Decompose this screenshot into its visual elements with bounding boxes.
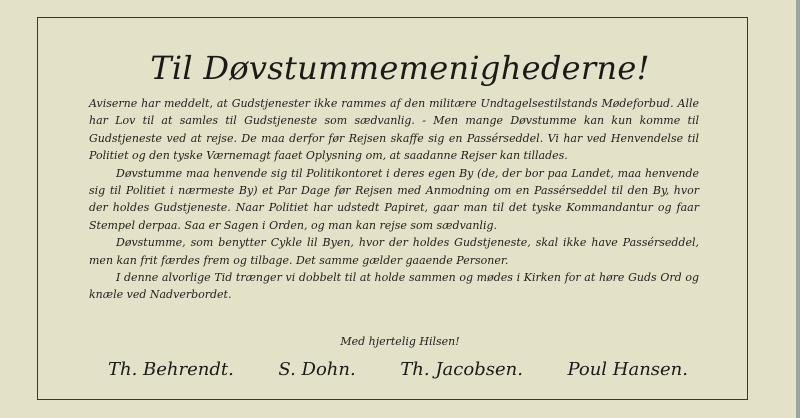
paragraph-4: I denne alvorlige Tid trænger vi dobbelt til at holde sammen og mødes i Kirken for at høre Guds Ord og knæle ved Nadverbordet. bbox=[89, 271, 699, 302]
paragraph-2: Døvstumme maa henvende sig til Politikontoret i deres egen By (de, der bor paa Landet, maa henvende sig til Politiet i nærmeste By) et Par Dage før Rejsen med Anmodning om en Passérseddel til den By, hvor der holdes Gudstjeneste. Naar Politiet har udstedt Papiret, gaar man til det tyske Kommandantur og faar Stempel derpaa. Saa er Sagen i Orden, og man kan rejse som sædvanlig. bbox=[89, 166, 699, 232]
notice-body bbox=[89, 95, 699, 304]
signature-row bbox=[108, 358, 688, 382]
signature-behrendt: Th. Behrendt. bbox=[108, 359, 234, 380]
paragraph-3: Døvstumme, som benytter Cykle lil Byen, hvor der holdes Gudstjeneste, skal ikke have Passérseddel, men kan frit færdes frem og tilbage. Det samme gælder gaaende Personer. bbox=[89, 236, 699, 267]
signature-jacobsen: Th. Jacobsen. bbox=[400, 359, 523, 380]
paragraph-1: Aviserne har meddelt, at Gudstjenester ikke rammes af den militære Undtagelsestilstands Mødeforbud. Alle har Lov til at samles til Gudstjeneste som sædvanlig. - Men mange Døvstumme kan kun komme til Gudstjeneste ved at rejse. De maa derfor før Rejsen skaffe sig en Passérseddel. Vi har ved Henvendelse til Politiet og den tyske Værnemagt faaet Oplysning om, at saadanne Rejser kan tillades. bbox=[89, 97, 699, 163]
signature-dohn: S. Dohn. bbox=[278, 359, 356, 380]
greeting: Med hjertelig Hilsen! bbox=[340, 335, 460, 348]
signature-hansen: Poul Hansen. bbox=[567, 359, 688, 380]
notice-title: Til Døvstummemenighederne! bbox=[150, 49, 650, 87]
